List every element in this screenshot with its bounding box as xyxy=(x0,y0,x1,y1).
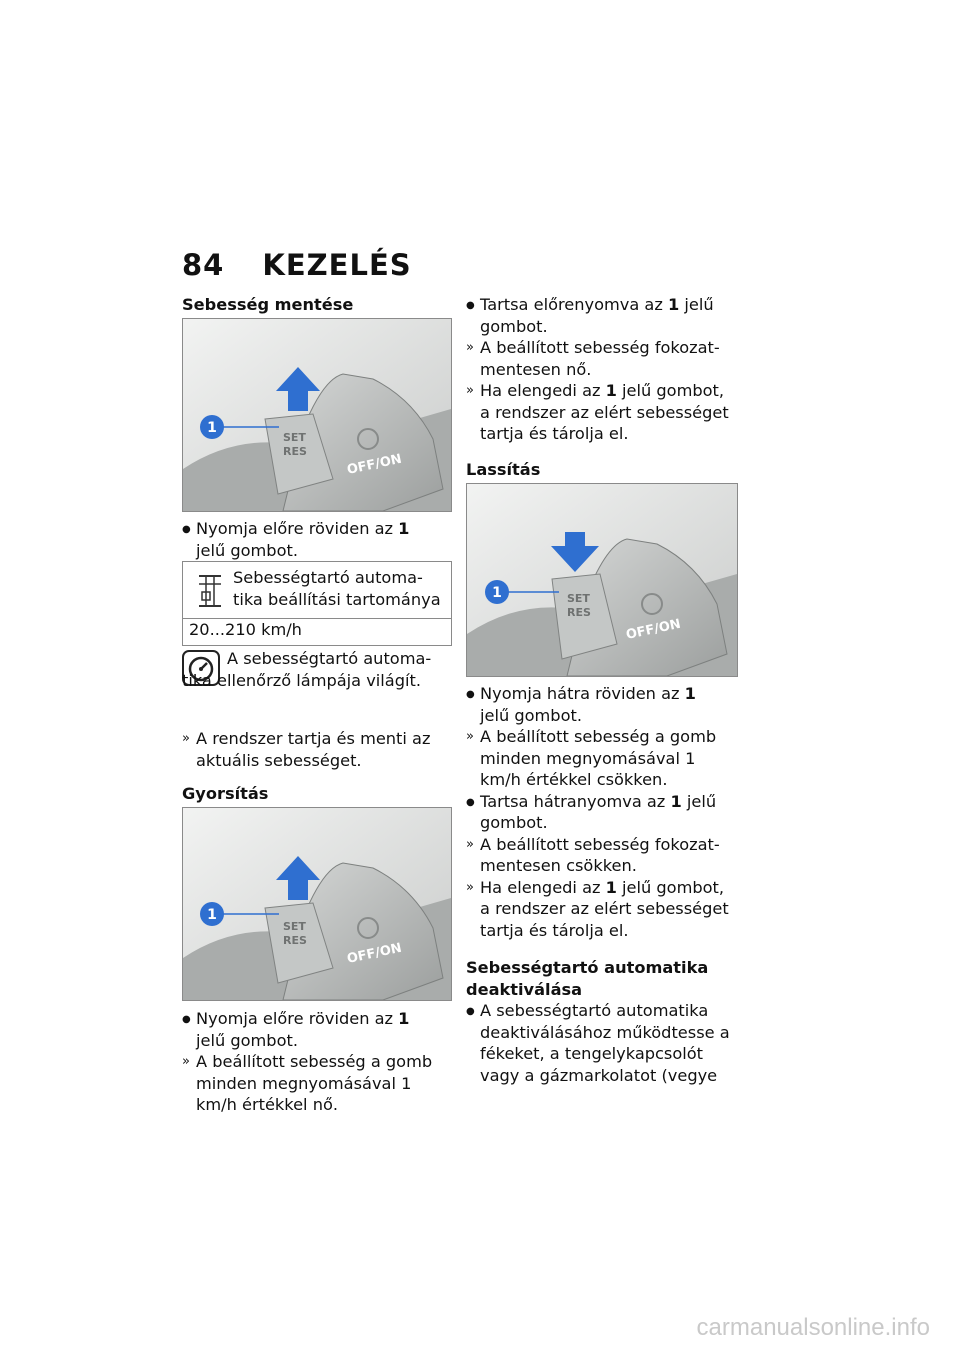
list-item: » A beállított sebesség a gomb minden megnyomásával 1 km/h értékkel csökken. xyxy=(466,727,717,789)
page-number: 84 xyxy=(182,248,225,282)
svg-text:RES: RES xyxy=(283,934,307,947)
figure-set-up xyxy=(182,318,452,512)
list-item: ● Tartsa hátranyomva az 1 jelű gombot. xyxy=(466,791,717,832)
speed-range-icon xyxy=(196,572,224,610)
list-item: » A beállított sebesség fokozat-mentesen nő. xyxy=(466,338,720,379)
list-item: ● Nyomja hátra röviden az 1 jelű gombot. xyxy=(466,684,696,725)
section-heading-accel: Gyorsítás xyxy=(182,784,269,803)
table-label: Sebességtartó automa-tika beállítási tartománya xyxy=(233,568,441,609)
list-item: ● Tartsa előrenyomva az 1 jelű gombot. xyxy=(466,295,714,336)
chapter-title: KEZELÉS xyxy=(262,248,412,282)
list-item: ● Nyomja előre röviden az 1 jelű gombot. xyxy=(182,1009,410,1050)
table-value: 20...210 km/h xyxy=(189,620,302,639)
watermark: carmanualsonline.info xyxy=(696,1314,930,1341)
section-heading-decel: Lassítás xyxy=(466,460,541,479)
section-heading-save: Sebesség mentése xyxy=(182,295,354,314)
svg-text:1: 1 xyxy=(207,420,217,436)
list-item: » A beállított sebesség fokozat-mentesen csökken. xyxy=(466,834,720,875)
left-column xyxy=(182,294,452,316)
svg-text:OFF/ON: OFF/ON xyxy=(624,616,683,643)
list-item: » A beállított sebesség a gomb minden megnyomásával 1 km/h értékkel nő. xyxy=(182,1052,433,1114)
svg-text:OFF/ON: OFF/ON xyxy=(345,451,404,478)
svg-text:SET: SET xyxy=(283,920,306,933)
list-item: » A rendszer tartja és menti az aktuális sebességet. xyxy=(182,729,431,770)
lamp-paragraph: A sebességtartó automa-tika ellenőrző lámpája világít. xyxy=(182,649,432,690)
svg-text:1: 1 xyxy=(207,907,217,923)
svg-text:RES: RES xyxy=(567,606,591,619)
set-label: SET xyxy=(283,431,306,444)
svg-text:OFF/ON: OFF/ON xyxy=(345,940,404,967)
svg-text:1: 1 xyxy=(492,585,502,601)
list-item: » Ha elengedi az 1 jelű gombot, a rendszer az elért sebességet tartja és tárolja el. xyxy=(466,381,729,443)
speed-range-table xyxy=(182,561,452,646)
svg-text:RES: RES xyxy=(283,445,307,458)
list-item: » Ha elengedi az 1 jelű gombot, a rendszer az elért sebességet tartja és tárolja el. xyxy=(466,877,729,940)
section-heading-deactivate: Sebességtartó automatika deaktiválása xyxy=(466,958,709,999)
list-item: ● A sebességtartó automatika deaktiválásához működtesse a fékeket, a tengelykapcsolót vagy a gázmarkolatot (vegye xyxy=(466,1001,730,1085)
figure-decelerate xyxy=(466,483,738,677)
page-header xyxy=(182,248,412,282)
figure-accelerate xyxy=(182,807,452,1001)
list-item: ● Nyomja előre röviden az 1 jelű gombot. xyxy=(182,519,410,560)
svg-text:SET: SET xyxy=(567,592,590,605)
